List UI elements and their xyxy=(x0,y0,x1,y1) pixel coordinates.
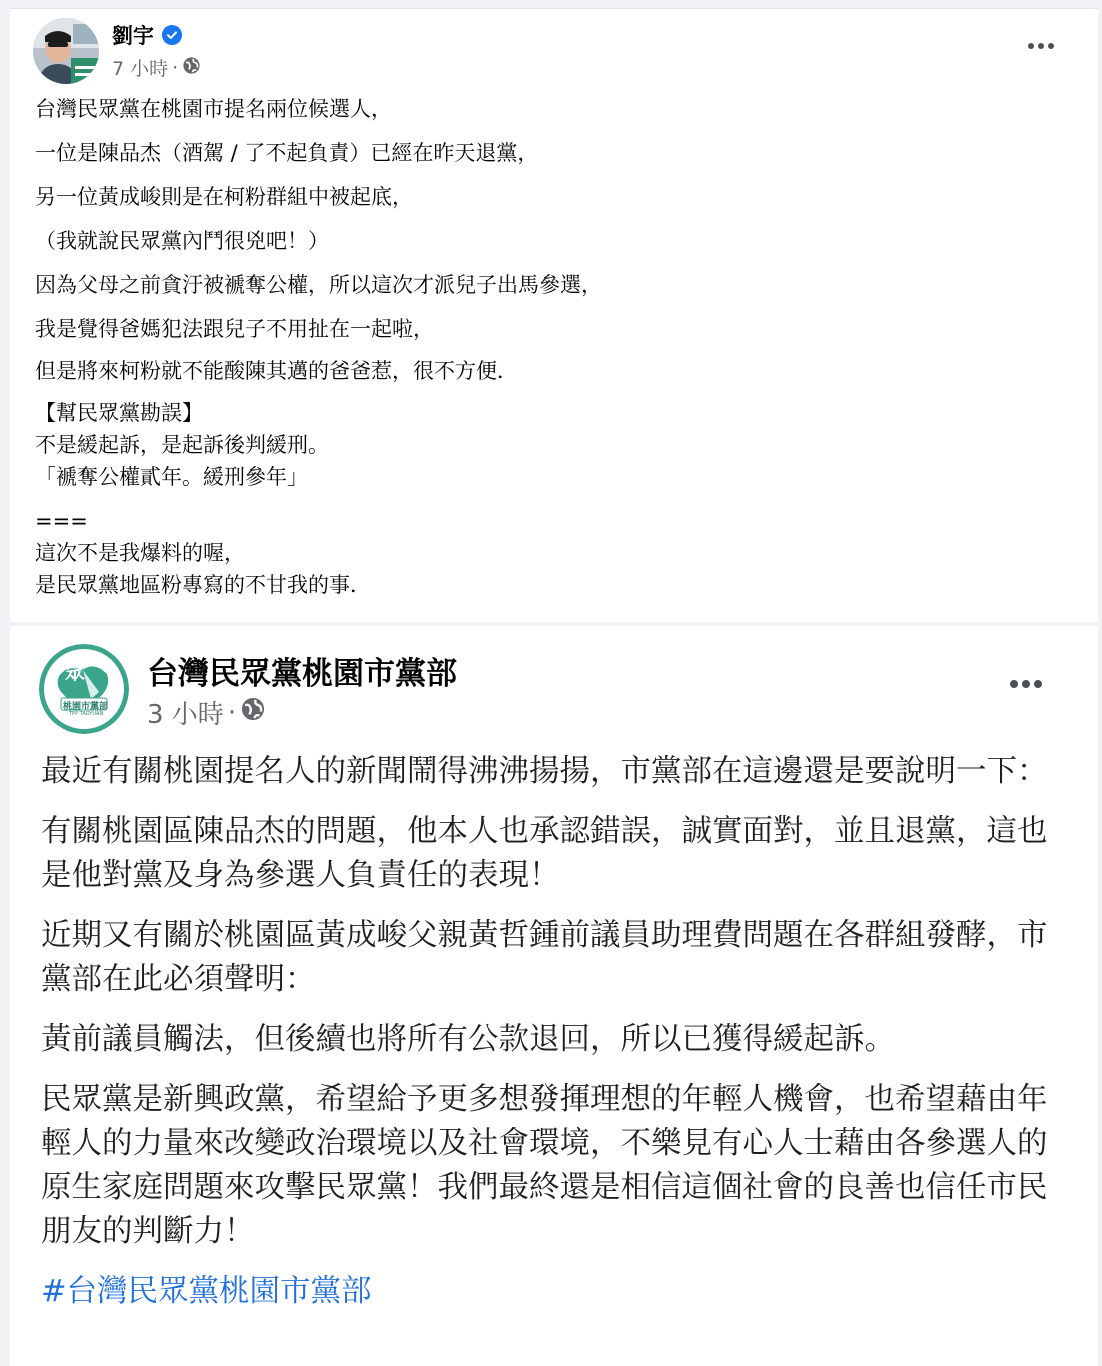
globe-icon xyxy=(182,56,201,80)
post-body xyxy=(41,750,1074,1330)
post-paragraph: 一位是陳品杰（酒駕 / 了不起負責）已經在昨天退黨， xyxy=(35,141,539,165)
correction-line: 不是緩起訴，是起訴後判緩刑。 xyxy=(35,433,329,457)
footer-line: 是民眾黨地區粉專寫的不甘我的事． xyxy=(35,573,371,597)
author-avatar[interactable] xyxy=(33,18,99,84)
post-body xyxy=(35,93,1078,613)
meta-separator: · xyxy=(227,697,237,728)
post-tpp-taoyuan xyxy=(10,626,1098,1366)
post-meta xyxy=(112,54,201,81)
footer-line: 這次不是我爆料的喔， xyxy=(35,541,245,565)
logo-caption-en: TPP TAOYUAN xyxy=(69,711,104,717)
page-name[interactable]: 台灣民眾黨桃園市黨部 xyxy=(147,656,457,692)
post-liu-yu xyxy=(10,8,1098,622)
post-time[interactable]: 7 小時 xyxy=(112,58,169,80)
post-paragraph: 因為父母之前貪汙被褫奪公權，所以這次才派兒子出馬參選， xyxy=(35,273,602,297)
hashtag-link[interactable]: #台灣民眾黨桃園市黨部 xyxy=(41,1274,372,1309)
post-paragraph: 但是將來柯粉就不能酸陳其邁的爸爸惹，很不方便． xyxy=(35,359,518,383)
post-time[interactable]: 3 小時 xyxy=(147,700,224,730)
author-name-text[interactable]: 劉宇 xyxy=(112,24,154,48)
post-paragraph: 有關桃園區陳品杰的問題，他本人也承認錯誤，誠實面對，並且退黨，這也是他對黨及身為參選人負責任的表現！ xyxy=(41,814,1048,893)
more-options-icon[interactable] xyxy=(1010,680,1042,688)
author-name[interactable] xyxy=(112,20,182,50)
post-paragraph: （我就說民眾黨內鬥很兇吧！） xyxy=(35,229,329,253)
more-options-icon[interactable] xyxy=(1028,43,1054,49)
logo-char: 眾 xyxy=(65,660,85,684)
post-meta xyxy=(147,694,266,731)
post-paragraph: 民眾黨是新興政黨，希望給予更多想發揮理想的年輕人機會，也希望藉由年輕人的力量來改變政治環境以及社會環境，不樂見有心人士藉由各參選人的原生家庭問題來攻擊民眾黨！我們最終還是相信這個社會的良善也信任市民朋友的判斷力！ xyxy=(41,1082,1048,1249)
post-paragraph: 我是覺得爸媽犯法跟兒子不用扯在一起啦， xyxy=(35,317,434,341)
post-paragraph: 最近有關桃園提名人的新聞鬧得沸沸揚揚，市黨部在這邊還是要說明一下： xyxy=(41,754,1048,789)
avatar-photo-icon xyxy=(33,18,99,84)
meta-separator: · xyxy=(172,56,179,79)
correction-heading: 【幫民眾黨勘誤】 xyxy=(35,401,203,425)
post-paragraph: 近期又有關於桃園區黃成峻父親黃哲鍾前議員助理費問題在各群組發酵，市黨部在此必須聲明： xyxy=(41,918,1048,997)
verified-badge-icon xyxy=(162,25,182,45)
divider-text: === xyxy=(35,509,88,533)
footer-block xyxy=(35,505,1078,601)
page-avatar[interactable] xyxy=(39,644,129,734)
correction-block xyxy=(35,397,1078,493)
post-paragraph: 另一位黃成峻則是在柯粉群組中被起底， xyxy=(35,185,413,209)
correction-line: 「褫奪公權貳年。緩刑參年」 xyxy=(35,465,308,489)
logo-caption: 桃園市黨部 xyxy=(63,702,109,712)
globe-icon xyxy=(240,696,266,729)
post-paragraph: 黃前議員觸法，但後續也將所有公款退回，所以已獲得緩起訴。 xyxy=(41,1022,895,1057)
post-paragraph: 台灣民眾黨在桃園市提名兩位候選人， xyxy=(35,97,392,121)
